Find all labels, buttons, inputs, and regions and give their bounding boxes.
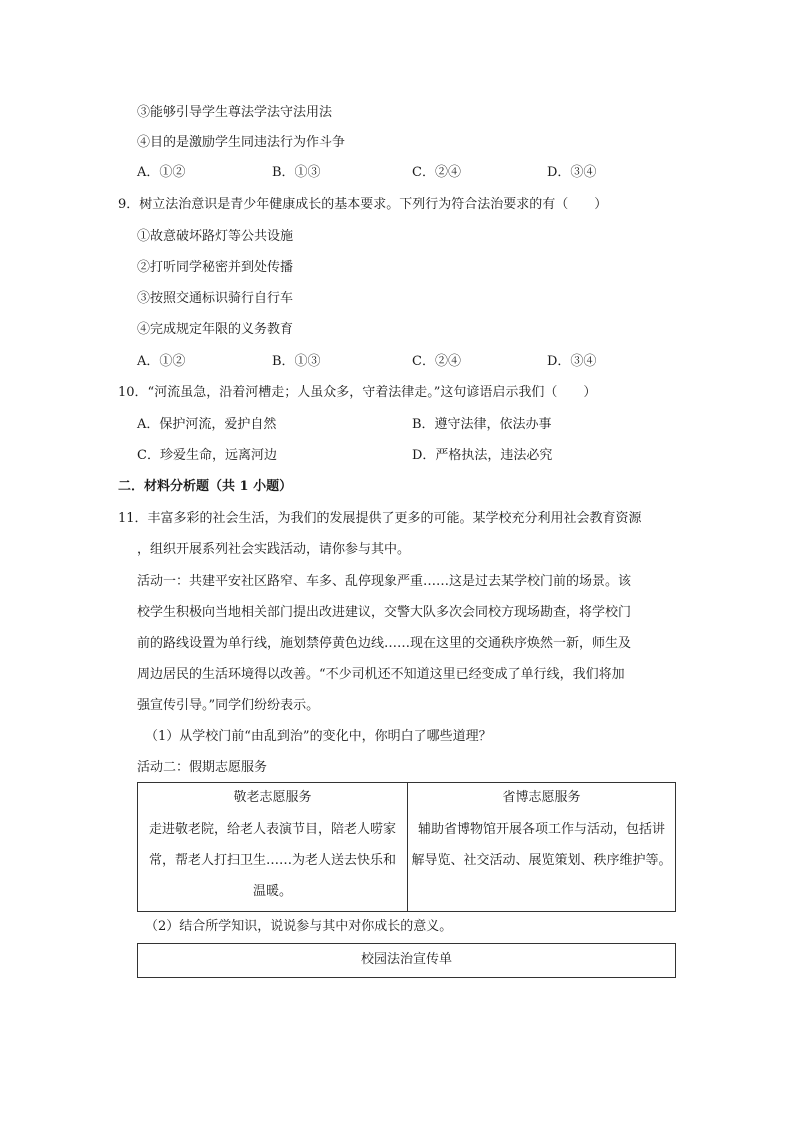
q9-item-3: ③按照交通标识骑行自行车 bbox=[137, 291, 294, 306]
volunteer-table bbox=[137, 782, 676, 912]
activity1-line-1: 活动一：共建平安社区路窄、车多、乱停现象严重……这是过去某学校门前的场景。该 bbox=[137, 574, 632, 589]
q9-stem: 9．树立法治意识是青少年健康成长的基本要求。下列行为符合法治要求的有（ ） bbox=[118, 197, 608, 212]
q8-option-b: B．①③ bbox=[272, 165, 321, 180]
q9-item-2: ②打听同学秘密并到处传播 bbox=[137, 260, 294, 275]
museum-desc-line-2: 解导览、社交活动、展览策划、秩序维护等。 bbox=[411, 853, 672, 868]
q8-item-4: ④目的是激励学生同违法行为作斗争 bbox=[137, 135, 346, 150]
q9-option-b: B．①③ bbox=[272, 354, 321, 369]
q11-stem-line-1: 11．丰富多彩的社会生活，为我们的发展提供了更多的可能。某学校充分利用社会教育资源 bbox=[118, 511, 642, 526]
museum-desc-line-1: 辅助省博物馆开展各项工作与活动，包括讲 bbox=[417, 822, 665, 837]
q10-stem: 10．“河流虽急，沿着河槽走；人虽众多，守着法律走。”这句谚语启示我们（ ） bbox=[118, 385, 597, 400]
activity1-line-2: 校学生积极向当地相关部门提出改进建议，交警大队多次会同校方现场勘查，将学校门 bbox=[137, 605, 632, 620]
q9-item-1: ①故意破坏路灯等公共设施 bbox=[137, 229, 294, 244]
elderly-desc-line-2: 常，帮老人打扫卫生……为老人送去快乐和 bbox=[148, 853, 396, 868]
table-header-museum: 省博志愿服务 bbox=[502, 790, 581, 805]
sub-question-2: （2）结合所学知识，说说参与其中对你成长的意义。 bbox=[145, 919, 453, 934]
elderly-desc-line-3: 温暖。 bbox=[252, 884, 292, 899]
sub-question-1: （1）从学校门前“由乱到治”的变化中，你明白了哪些道理？ bbox=[145, 729, 492, 744]
q10-option-c: C．珍爱生命，远离河边 bbox=[137, 448, 277, 463]
activity1-line-3: 前的路线设置为单行线，施划禁停黄色边线……现在这里的交通秩序焕然一新，师生及 bbox=[137, 636, 632, 651]
elderly-desc-line-1: 走进敬老院，给老人表演节目，陪老人唠家 bbox=[148, 822, 396, 837]
q11-stem-line-2: ，组织开展系列社会实践活动，请你参与其中。 bbox=[137, 542, 411, 557]
q9-option-a: A．①② bbox=[137, 354, 186, 369]
q9-option-c: C．②④ bbox=[412, 354, 461, 369]
q10-option-d: D．严格执法，违法必究 bbox=[412, 448, 553, 463]
table-header-elderly: 敬老志愿服务 bbox=[233, 790, 312, 805]
flyer-box bbox=[137, 943, 676, 978]
q9-option-d: D．③④ bbox=[547, 354, 597, 369]
q8-item-3: ③能够引导学生尊法学法守法用法 bbox=[137, 105, 333, 120]
q8-option-a: A．①② bbox=[137, 165, 186, 180]
q10-option-a: A．保护河流，爱护自然 bbox=[137, 417, 277, 432]
q8-option-c: C．②④ bbox=[412, 165, 461, 180]
q10-option-b: B．遵守法律，依法办事 bbox=[412, 417, 552, 432]
q9-item-4: ④完成规定年限的义务教育 bbox=[137, 322, 294, 337]
activity2-title: 活动二：假期志愿服务 bbox=[137, 760, 268, 775]
q8-option-d: D．③④ bbox=[547, 165, 597, 180]
activity1-line-5: 强宣传引导。”同学们纷纷表示。 bbox=[137, 698, 320, 713]
section-heading: 二．材料分析题（共 1 小题） bbox=[118, 479, 293, 494]
activity1-line-4: 周边居民的生活环境得以改善。“不少司机还不知道这里已经变成了单行线，我们将加 bbox=[137, 667, 625, 682]
flyer-title: 校园法治宣传单 bbox=[360, 952, 452, 967]
